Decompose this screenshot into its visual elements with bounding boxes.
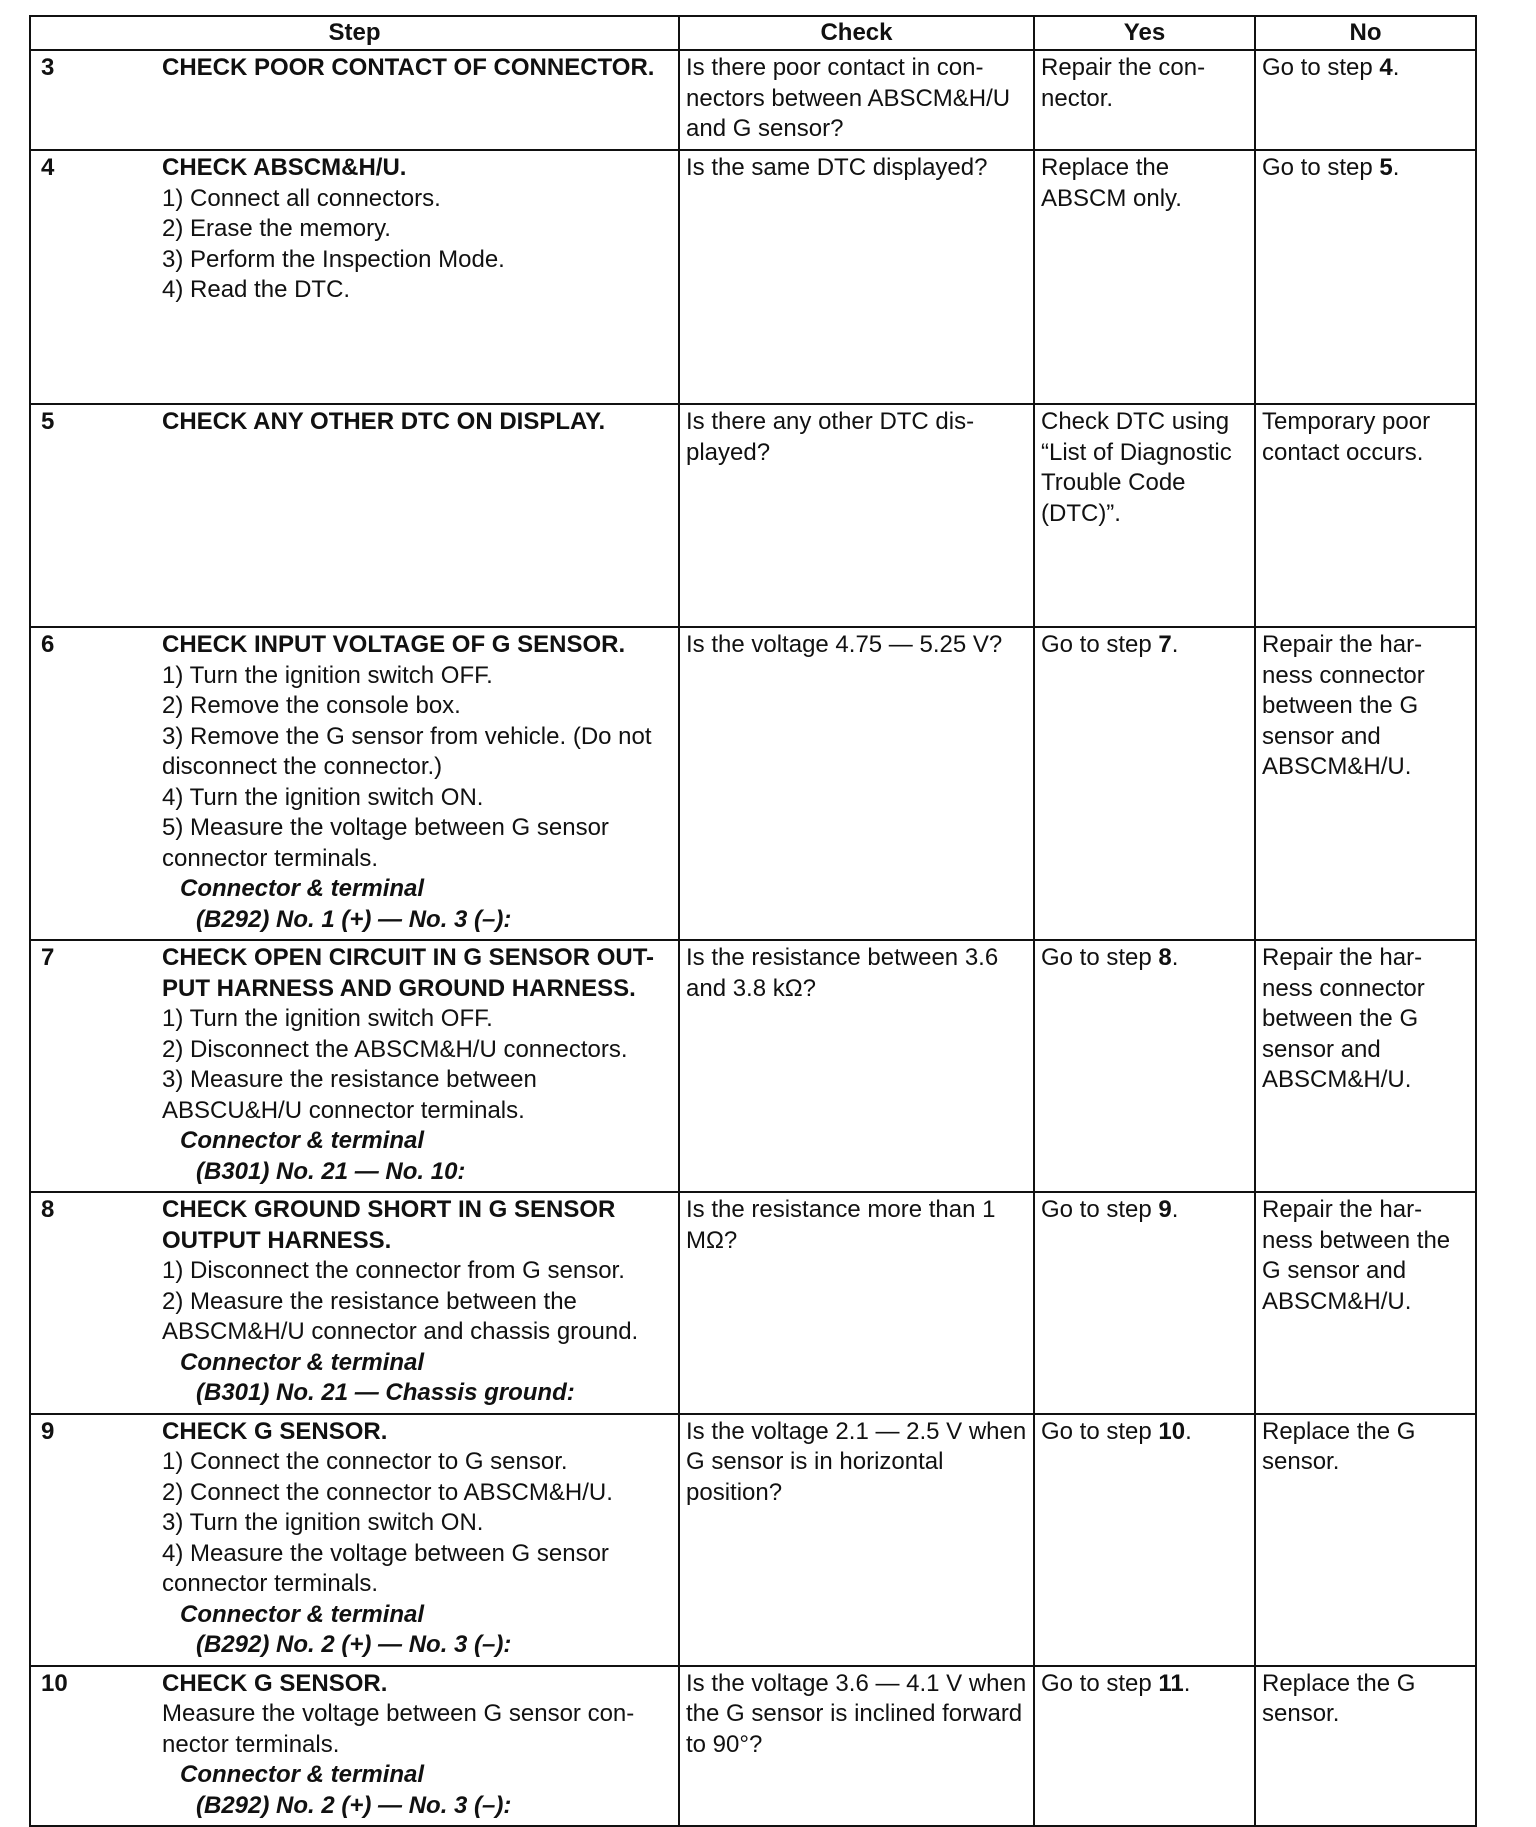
substep: 4) Measure the voltage between G sensor connector terminals. — [162, 1539, 609, 1597]
substep: 4) Read the DTC. — [162, 276, 351, 303]
header-yes: Yes — [1034, 16, 1255, 50]
substep: 3) Measure the resistance between ABSCU&H/U connector terminals. — [162, 1066, 537, 1124]
step-cell — [30, 940, 679, 1192]
step-cell — [30, 1192, 679, 1414]
substep: 1) Turn the ignition switch OFF. — [162, 1005, 493, 1032]
check-cell: Is the voltage 2.1 — 2.5 V when G sensor is in horizontal position? — [679, 1414, 1034, 1666]
connector-label: Connector & terminal — [180, 1761, 425, 1788]
diagnostic-table — [29, 15, 1477, 1827]
substep: 1) Connect the connector to G sensor. — [162, 1448, 568, 1475]
no-cell: Repair the har-ness between the G sensor and ABSCM&H/U. — [1255, 1192, 1476, 1414]
substep: 2) Disconnect the ABSCM&H/U connectors. — [162, 1035, 628, 1063]
step-title: CHECK ANY OTHER DTC ON DISPLAY. — [162, 408, 606, 435]
step-number: 3 — [41, 54, 55, 81]
step-title: CHECK POOR CONTACT OF CONNECTOR. — [162, 54, 655, 81]
step-cell — [30, 1666, 679, 1827]
substep: 2) Measure the resistance between the ABSCM&H/U connector and chassis ground. — [162, 1287, 639, 1345]
header-no: No — [1255, 16, 1476, 50]
yes-step-number: 9 — [1158, 1196, 1172, 1223]
step-number: 5 — [41, 408, 55, 435]
substep: 2) Erase the memory. — [162, 215, 391, 242]
yes-cell — [1034, 1192, 1255, 1414]
header-row — [30, 16, 1476, 50]
yes-text: Go to step — [1041, 944, 1159, 971]
connector-label: Connector & terminal — [180, 1600, 425, 1628]
yes-step-number: 8 — [1158, 944, 1172, 971]
yes-text: Go to step — [1041, 631, 1159, 658]
no-cell: Repair the har-ness connector between the G sensor and ABSCM&H/U. — [1255, 627, 1476, 940]
yes-text-end: . — [1171, 1196, 1179, 1223]
yes-text-end: . — [1171, 944, 1179, 971]
substep: 5) Measure the voltage between G sensor connector terminals. — [162, 814, 609, 872]
yes-cell: Repair the con-nector. — [1034, 50, 1255, 150]
yes-text-end: . — [1171, 631, 1179, 658]
substep: 2) Remove the console box. — [162, 692, 461, 719]
check-cell: Is there any other DTC dis-played? — [679, 404, 1034, 627]
step-cell — [30, 1414, 679, 1666]
no-step-number: 5 — [1379, 154, 1393, 181]
yes-cell — [1034, 940, 1255, 1192]
substep: 3) Turn the ignition switch ON. — [162, 1509, 484, 1536]
table-row — [30, 627, 1476, 940]
step-cell — [30, 404, 679, 627]
yes-step-number: 11 — [1158, 1669, 1184, 1697]
step-title: CHECK G SENSOR. — [162, 1417, 388, 1445]
yes-cell — [1034, 627, 1255, 940]
connector-value: (B292) No. 1 (+) — No. 3 (–): — [196, 905, 512, 933]
step-cell — [30, 50, 679, 150]
no-cell: Temporary poor contact occurs. — [1255, 404, 1476, 627]
no-text: Go to step — [1262, 54, 1380, 81]
connector-value: (B301) No. 21 — Chassis ground: — [196, 1379, 575, 1406]
yes-text: Go to step — [1041, 1196, 1159, 1223]
yes-text: Go to step — [1041, 1417, 1159, 1445]
no-cell: Replace the G sensor. — [1255, 1414, 1476, 1666]
yes-cell — [1034, 1414, 1255, 1666]
substep: 1) Disconnect the connector from G sensor. — [162, 1257, 625, 1284]
table-row — [30, 1414, 1476, 1666]
check-cell: Is there poor contact in con-nectors between ABSCM&H/U and G sensor? — [679, 50, 1034, 150]
yes-cell — [1034, 1666, 1255, 1827]
step-number: 10 — [41, 1669, 68, 1697]
yes-step-number: 7 — [1158, 631, 1172, 658]
step-title: CHECK OPEN CIRCUIT IN G SENSOR OUT-PUT HARNESS AND GROUND HARNESS. — [162, 944, 655, 1002]
no-step-number: 4 — [1379, 54, 1393, 81]
no-cell — [1255, 150, 1476, 404]
step-cell — [30, 150, 679, 404]
header-step: Step — [30, 16, 679, 50]
step-title: CHECK INPUT VOLTAGE OF G SENSOR. — [162, 631, 626, 658]
no-cell: Replace the G sensor. — [1255, 1666, 1476, 1827]
step-number: 4 — [41, 154, 55, 181]
check-cell: Is the same DTC displayed? — [679, 150, 1034, 404]
connector-label: Connector & terminal — [180, 1348, 425, 1376]
substep: 3) Perform the Inspection Mode. — [162, 245, 505, 273]
step-title: CHECK ABSCM&H/U. — [162, 154, 407, 181]
connector-value: (B292) No. 2 (+) — No. 3 (–): — [196, 1791, 512, 1819]
step-number: 8 — [41, 1196, 55, 1223]
yes-cell: Check DTC using “List of Diagnostic Trouble Code (DTC)”. — [1034, 404, 1255, 627]
table-row — [30, 1192, 1476, 1414]
substep: 2) Connect the connector to ABSCM&H/U. — [162, 1478, 613, 1506]
yes-text-end: . — [1183, 1669, 1191, 1697]
step-title: CHECK G SENSOR. — [162, 1669, 388, 1697]
table-row — [30, 50, 1476, 150]
connector-label: Connector & terminal — [180, 875, 425, 902]
substep: 3) Remove the G sensor from vehicle. (Do not disconnect the connector.) — [162, 722, 652, 780]
no-cell — [1255, 50, 1476, 150]
step-number: 6 — [41, 631, 55, 658]
no-cell: Repair the har-ness connector between the G sensor and ABSCM&H/U. — [1255, 940, 1476, 1192]
substep: Measure the voltage between G sensor con-nector terminals. — [162, 1700, 635, 1758]
check-cell: Is the resistance between 3.6 and 3.8 kΩ? — [679, 940, 1034, 1192]
step-number: 7 — [41, 944, 55, 971]
yes-step-number: 10 — [1158, 1417, 1186, 1445]
table-row — [30, 404, 1476, 627]
table-row — [30, 150, 1476, 404]
substep: 1) Connect all connectors. — [162, 184, 441, 212]
check-cell: Is the voltage 4.75 — 5.25 V? — [679, 627, 1034, 940]
substep: 4) Turn the ignition switch ON. — [162, 783, 484, 811]
step-cell — [30, 627, 679, 940]
connector-value: (B301) No. 21 — No. 10: — [196, 1157, 466, 1185]
yes-cell: Replace the ABSCM only. — [1034, 150, 1255, 404]
substep: 1) Turn the ignition switch OFF. — [162, 661, 493, 689]
check-cell: Is the resistance more than 1 MΩ? — [679, 1192, 1034, 1414]
no-text-end: . — [1392, 154, 1400, 181]
step-title: CHECK GROUND SHORT IN G SENSOR OUTPUT HARNESS. — [162, 1196, 616, 1254]
yes-text-end: . — [1185, 1417, 1192, 1445]
connector-value: (B292) No. 2 (+) — No. 3 (–): — [196, 1631, 512, 1658]
table-row — [30, 940, 1476, 1192]
table-row — [30, 1666, 1476, 1827]
no-text-end: . — [1392, 54, 1400, 81]
step-number: 9 — [41, 1417, 55, 1445]
connector-label: Connector & terminal — [180, 1127, 425, 1154]
yes-text: Go to step — [1041, 1669, 1159, 1697]
header-check: Check — [679, 16, 1034, 50]
check-cell: Is the voltage 3.6 — 4.1 V when the G sensor is inclined forward to 90°? — [679, 1666, 1034, 1827]
no-text: Go to step — [1262, 154, 1380, 181]
